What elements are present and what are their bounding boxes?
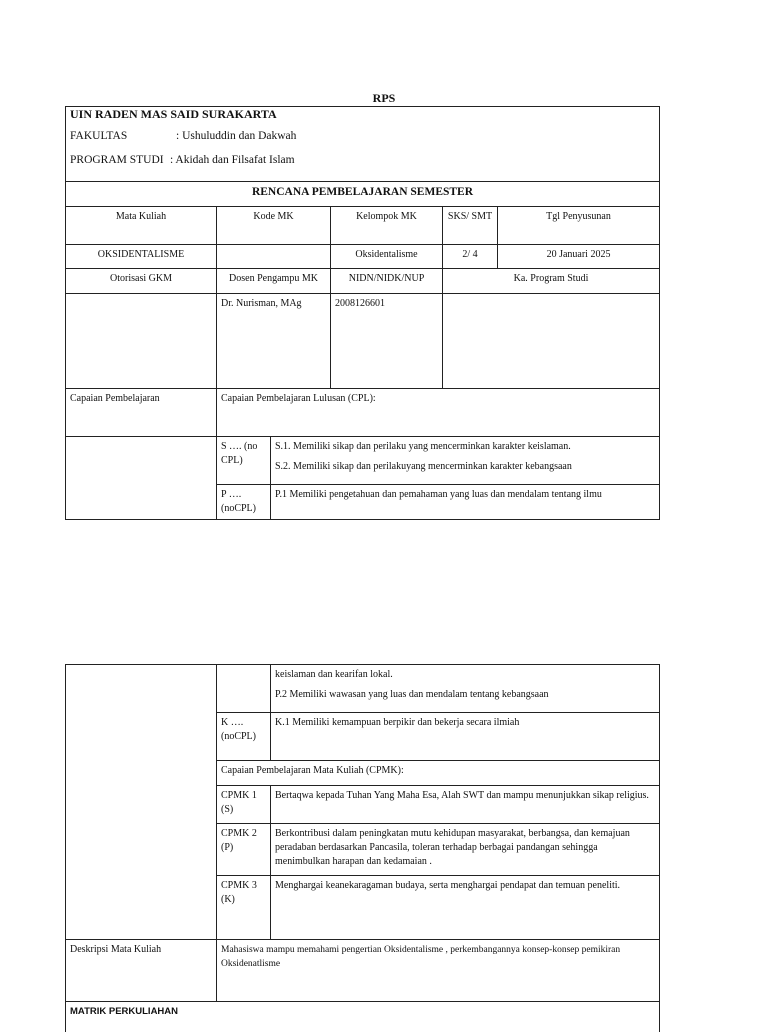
capaian-continued-cell xyxy=(66,665,217,940)
auth-value-nidn: 2008126601 xyxy=(331,294,443,389)
cpmk-heading: Capaian Pembelajaran Mata Kuliah (CPMK): xyxy=(217,761,660,786)
course-header-sks: SKS/ SMT xyxy=(443,207,498,245)
course-value-date: 20 Januari 2025 xyxy=(498,245,660,269)
auth-header-head: Ka. Program Studi xyxy=(443,269,660,294)
auth-value-gkm xyxy=(66,294,217,389)
k-code: K …. (noCPL) xyxy=(217,713,271,761)
auth-value-lecturer: Dr. Nurisman, MAg xyxy=(217,294,331,389)
plan-title: RENCANA PEMBELAJARAN SEMESTER xyxy=(66,182,660,207)
program-value: : Akidah dan Filsafat Islam xyxy=(170,154,295,166)
auth-header-nidn: NIDN/NIDK/NUP xyxy=(331,269,443,294)
cpmk1-text: Bertaqwa kepada Tuhan Yang Maha Esa, Alah SWT dan mampu menunjukkan sikap religius. xyxy=(271,786,660,824)
cpmk3-code: CPMK 3 (K) xyxy=(217,876,271,940)
s-items xyxy=(271,437,660,485)
rps-table-page-2 xyxy=(65,664,660,1032)
s2-text: S.2. Memiliki sikap dan perilakuyang mencerminkan karakter kebangsaan xyxy=(275,461,572,472)
p-code-continued xyxy=(217,665,271,713)
course-header-code: Kode MK xyxy=(217,207,331,245)
capaian-label: Capaian Pembelajaran xyxy=(66,389,217,437)
capaian-empty-cell xyxy=(66,437,217,520)
auth-value-head xyxy=(443,294,660,389)
cpmk3-text: Menghargai keanekaragaman budaya, serta menghargai pendapat dan temuan peneliti. xyxy=(271,876,660,940)
cpmk2-text: Berkontribusi dalam peningkatan mutu kehidupan masyarakat, berbangsa, dan kemajuan peradaban berdasarkan Pancasila, toleran terhadap berbagai pandangan sehingga menimbulkan harapan dan kedamaian . xyxy=(271,824,660,876)
cpmk2-code: CPMK 2 (P) xyxy=(217,824,271,876)
course-header-group: Kelompok MK xyxy=(331,207,443,245)
p2-text: P.2 Memiliki wawasan yang luas dan mendalam tentang kebangsaan xyxy=(275,689,549,700)
course-value-name: OKSIDENTALISME xyxy=(66,245,217,269)
auth-header-lecturer: Dosen Pengampu MK xyxy=(217,269,331,294)
course-value-group: Oksidentalisme xyxy=(331,245,443,269)
s-code: S …. (no CPL) xyxy=(217,437,271,485)
faculty-label: FAKULTAS xyxy=(70,130,128,142)
faculty-value: : Ushuluddin dan Dakwah xyxy=(176,130,297,142)
course-value-code xyxy=(217,245,331,269)
k1-text: K.1 Memiliki kemampuan berpikir dan bekerja secara ilmiah xyxy=(271,713,660,761)
institution-header xyxy=(66,107,660,182)
cpl-heading: Capaian Pembelajaran Lulusan (CPL): xyxy=(217,389,660,437)
cpmk1-code: CPMK 1 (S) xyxy=(217,786,271,824)
p-items-continued xyxy=(271,665,660,713)
rps-table-page-1 xyxy=(65,106,660,520)
page-title: RPS xyxy=(372,91,396,105)
p1-text-cont: keislaman dan kearifan lokal. xyxy=(275,669,393,680)
p-code: P …. (noCPL) xyxy=(217,485,271,520)
s1-text: S.1. Memiliki sikap dan perilaku yang mencerminkan karakter keislaman. xyxy=(275,441,571,452)
deskripsi-label: Deskripsi Mata Kuliah xyxy=(66,940,217,1002)
matrix-label: MATRIK PERKULIAHAN xyxy=(66,1002,660,1032)
deskripsi-text: Mahasiswa mampu memahami pengertian Oksidentalisme , perkembangannya konsep-konsep pemikiran Oksidenatlisme xyxy=(217,940,660,1002)
course-header-date: Tgl Penyusunan xyxy=(498,207,660,245)
p1-text-start: P.1 Memiliki pengetahuan dan pemahaman yang luas dan mendalam tentang ilmu xyxy=(271,485,660,520)
program-label: PROGRAM STUDI xyxy=(70,154,164,166)
course-header-name: Mata Kuliah xyxy=(66,207,217,245)
auth-header-gkm: Otorisasi GKM xyxy=(66,269,217,294)
university-name: UIN RADEN MAS SAID SURAKARTA xyxy=(70,107,277,121)
course-value-sks: 2/ 4 xyxy=(443,245,498,269)
